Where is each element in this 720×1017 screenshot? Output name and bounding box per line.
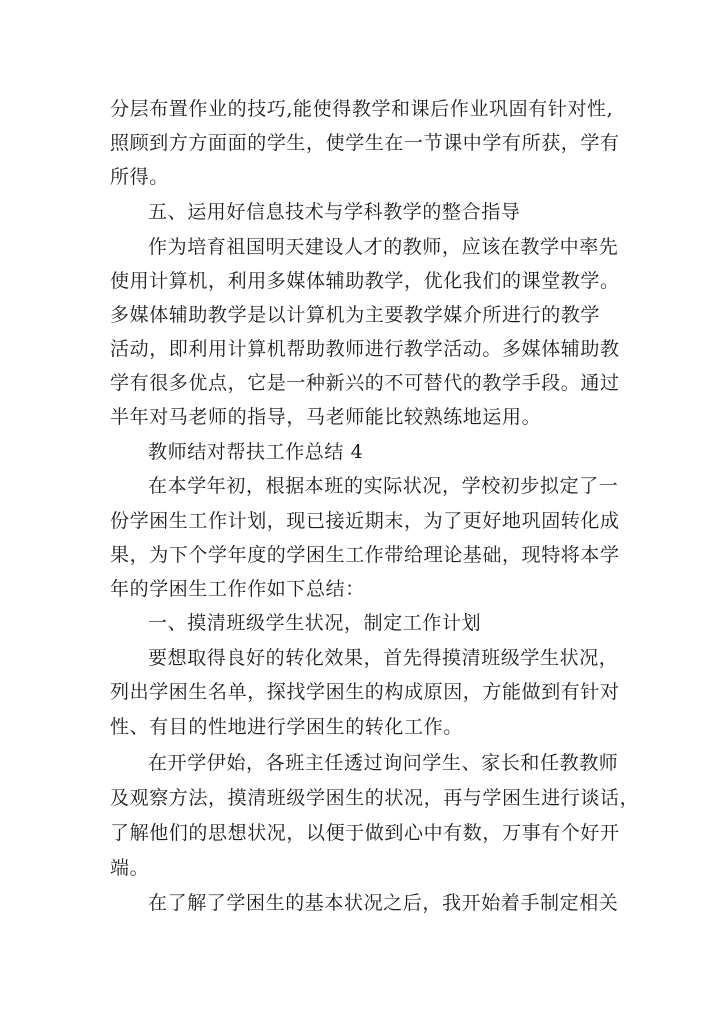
paragraph-line: 份学困生工作计划，现已接近期末，为了更好地巩固转化成 (110, 510, 620, 532)
paragraph-line: 了解他们的思想状况，以便于做到心中有数，万事有个好开 (110, 822, 620, 844)
paragraph-line: 及观察方法，摸清班级学困生的状况，再与学困生进行谈话， (110, 787, 640, 809)
paragraph-line: 所得。 (110, 166, 169, 188)
section-heading: 一、摸清班级学生状况，制定工作计划 (148, 612, 482, 634)
paragraph-line: 在本学年初，根据本班的实际状况，学校初步拟定了一 (148, 475, 619, 497)
paragraph-line: 列出学困生名单，探找学困生的构成原因，方能做到有针对 (110, 681, 620, 703)
section-heading: 教师结对帮扶工作总结 4 (148, 441, 364, 463)
paragraph-line: 分层布置作业的技巧,能使得教学和课后作业巩固有针对性, (110, 98, 614, 120)
paragraph-line: 半年对马老师的指导，马老师能比较熟练地运用。 (110, 406, 542, 428)
paragraph-line: 要想取得良好的转化效果，首先得摸清班级学生状况， (148, 647, 619, 669)
paragraph-line: 在了解了学困生的基本状况之后，我开始着手制定相关 (148, 892, 619, 914)
paragraph-line: 年的学困生工作作如下总结： (110, 578, 365, 600)
paragraph-line: 学有很多优点，它是一种新兴的不可替代的教学手段。通过 (110, 372, 620, 394)
paragraph-line: 活动，即利用计算机帮助教师进行教学活动。多媒体辅助教 (110, 338, 620, 360)
paragraph-line: 作为培育祖国明天建设人才的教师，应该在教学中率先 (148, 236, 619, 258)
paragraph-line: 在开学伊始，各班主任透过询问学生、家长和任教教师 (148, 752, 619, 774)
section-heading: 五、运用好信息技术与学科教学的整合指导 (148, 201, 521, 223)
paragraph-line: 使用计算机，利用多媒体辅助教学，优化我们的课堂教学。 (110, 270, 620, 292)
paragraph-line: 多媒体辅助教学是以计算机为主要教学媒介所进行的教学 (110, 304, 601, 326)
paragraph-line: 照顾到方方面面的学生，使学生在一节课中学有所获，学有 (110, 132, 620, 154)
paragraph-line: 果，为下个学年度的学困生工作带给理论基础，现特将本学 (110, 544, 620, 566)
paragraph-line: 性、有目的性地进行学困生的转化工作。 (110, 716, 463, 738)
paragraph-line: 端。 (110, 857, 150, 879)
